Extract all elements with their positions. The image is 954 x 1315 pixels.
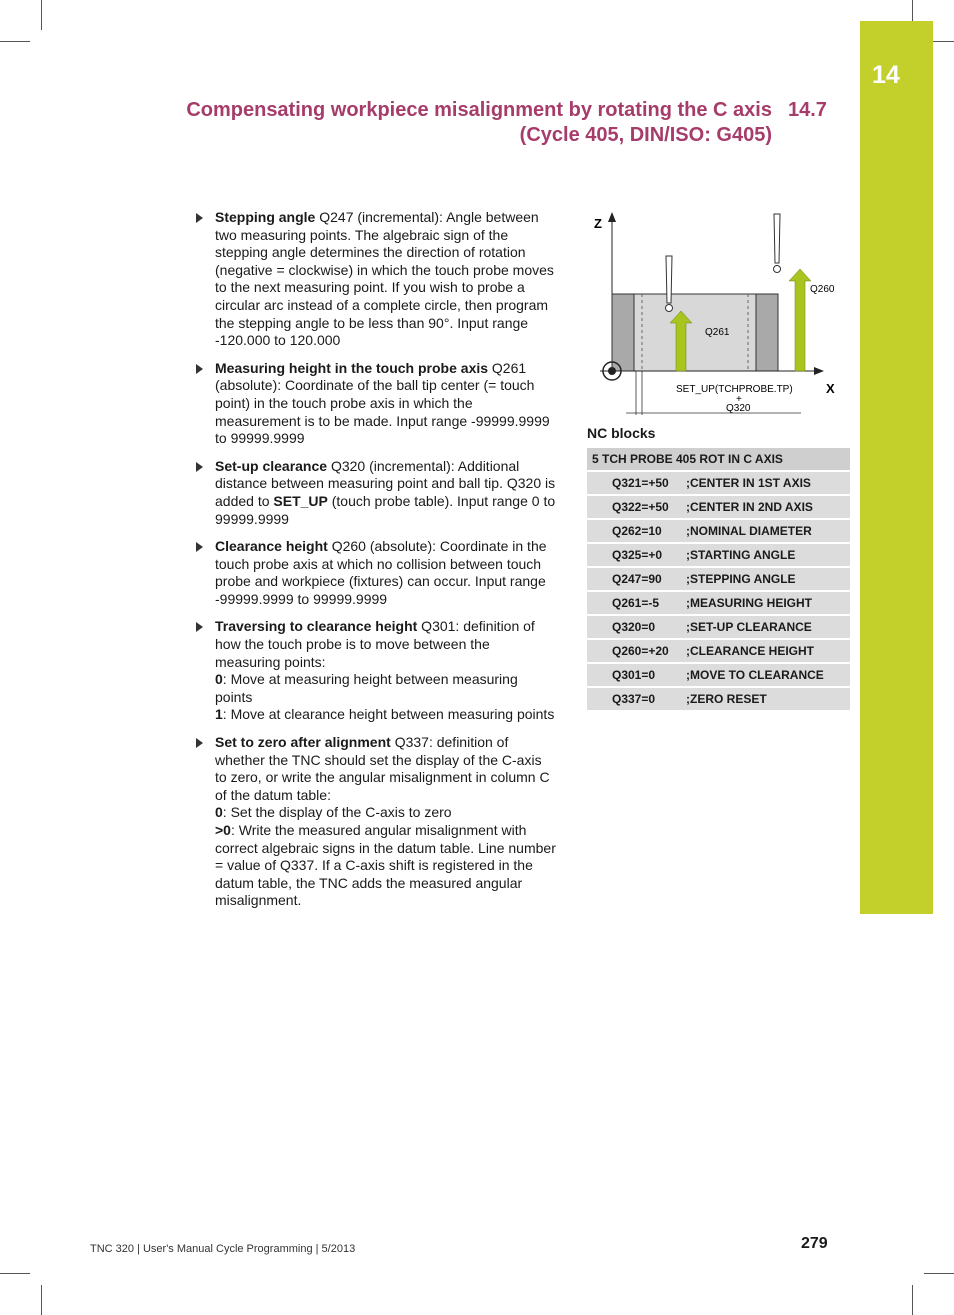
q260-arrow-icon [789,269,811,371]
param-name: Measuring height in the touch probe axis [215,359,489,376]
bullet-arrow-icon [196,462,203,472]
param-clearance-height [194,538,556,608]
nc-comment: ;STARTING ANGLE [686,548,796,562]
workpiece [612,294,778,371]
param-name: Stepping angle [215,209,316,225]
nc-blocks-label: NC blocks [587,425,656,441]
table-row [587,568,850,592]
touch-probe-stylus [774,214,780,263]
nc-comment: ;MOVE TO CLEARANCE [686,668,824,682]
workpiece-right-face [756,294,778,371]
nc-comment: ;SET-UP CLEARANCE [686,620,812,634]
nc-code: Q247=90 [612,572,662,586]
param-desc: Q261 (absolute): Coordinate of the ball tip center (= touch point) in the touch probe axis in which the measurement is to be made. Input range -99999.9999 to 99999.9999 [215,359,550,447]
param-desc: Q247 (incremental): Angle between two measuring points. The algebraic sign of the stepping angle determines the direction of rotation (negative = clockwise) in which the touch probe moves to the next measuring point. If you wish to probe a circular arc instead of a complete circle, then program the stepping angle to be less than 90°. Input range -120.000 to 120.000 [215,209,554,349]
nc-comment: ;CENTER IN 1ST AXIS [686,476,811,490]
x-axis-arrow-icon [814,367,824,375]
table-row [587,592,850,616]
crop-mark [0,41,30,42]
nc-comment: ;NOMINAL DIAMETER [686,524,812,538]
crop-mark [912,1285,913,1315]
option-desc: : Move at clearance height between measuring points [222,706,555,723]
touch-probe-stylus [666,256,672,303]
header-title-line2: (Cycle 405, DIN/ISO: G405) [519,124,772,146]
x-axis-label: X [826,381,835,396]
option-desc: : Write the measured angular misalignment with correct algebraic signs in the datum table. Line number = value of Q337. If a C-axis shift is registered in the datum table, the TNC adds the measured angular misalignment. [215,822,556,909]
nc-code: Q322=+50 [612,500,669,514]
nc-code: Q320=0 [612,620,656,634]
nc-code: Q321=+50 [612,476,669,490]
nc-comment: ;STEPPING ANGLE [686,572,796,586]
nc-code: Q261=-5 [612,596,660,610]
option-key: 0 [215,671,223,688]
param-bold-term: SET_UP [273,492,328,509]
nc-table-head: 5 TCH PROBE 405 ROT IN C AXIS [587,448,850,472]
nc-comment: ;CLEARANCE HEIGHT [686,644,814,658]
table-row [587,664,850,688]
table-row [587,640,850,664]
page-number: 279 [801,1235,828,1252]
q320-label: Q320 [726,403,751,414]
touch-probe-tip [774,266,781,273]
param-name: Set-up clearance [215,457,328,474]
crop-mark [41,1285,42,1315]
table-row [587,616,850,640]
parameter-list [194,209,556,920]
crop-mark [924,1273,954,1274]
datum-center-icon [608,367,616,375]
table-row [587,472,850,496]
chapter-tab [860,21,933,914]
nc-code: Q337=0 [612,692,656,706]
param-set-to-zero [194,734,556,910]
nc-code: Q325=+0 [612,548,663,562]
footer-text: TNC 320 | User's Manual Cycle Programming | 5/2013 [90,1243,356,1255]
nc-blocks-table [587,448,850,712]
cycle-diagram [586,208,848,420]
param-traversing [194,618,556,724]
nc-comment: ;CENTER IN 2ND AXIS [686,500,813,514]
touch-probe-tip [666,305,673,312]
table-row [587,688,850,712]
param-measuring-height [194,360,556,448]
param-name: Clearance height [215,538,328,555]
param-setup-clearance [194,458,556,528]
page-header-title [140,98,772,148]
crop-mark [0,1273,30,1274]
nc-code: Q260=+20 [612,644,669,658]
nc-comment: ;ZERO RESET [686,692,767,706]
q261-label: Q261 [705,327,730,338]
table-row [587,544,850,568]
bullet-arrow-icon [196,364,203,374]
option-desc: : Move at measuring height between measuring points [215,671,518,705]
table-row [587,496,850,520]
option-desc: : Set the display of the C-axis to zero [222,804,452,821]
nc-comment: ;MEASURING HEIGHT [686,596,812,610]
crop-mark [41,0,42,30]
header-title-line1: Compensating workpiece misalignment by rotating the C axis [186,99,772,121]
param-desc: Q320 (incremental): Additional distance between measuring point and ball tip. Q320 is added to [215,457,556,509]
param-desc: (touch probe table). Input range 0 to 99999.9999 [215,492,556,527]
z-axis-label: Z [594,216,602,231]
q260-label: Q260 [810,284,835,295]
option-key: 0 [215,804,223,821]
bullet-arrow-icon [196,542,203,552]
option-key: >0 [215,822,231,838]
z-axis-arrow-icon [608,212,616,222]
option-key: 1 [215,706,223,723]
bullet-arrow-icon [196,738,203,748]
param-name: Traversing to clearance height [215,618,418,635]
bullet-arrow-icon [196,622,203,632]
plus-label: + [736,394,742,405]
nc-code: Q262=10 [612,524,662,538]
header-section-number: 14.7 [788,99,827,121]
workpiece-left-face [612,294,634,371]
chapter-number: 14 [872,61,900,89]
table-row [587,520,850,544]
param-desc: Q301: definition of how the touch probe is to move between the measuring points: [215,618,535,670]
nc-code: Q301=0 [612,668,656,682]
param-desc: Q337: definition of whether the TNC should set the display of the C-axis to zero, or write the angular misalignment in column C of the datum table: [215,734,550,803]
param-name: Set to zero after alignment [215,734,391,751]
setup-label: SET_UP(TCHPROBE.TP) [676,384,793,395]
param-stepping-angle [194,209,556,350]
param-desc: Q260 (absolute): Coordinate in the touch probe axis at which no collision between touch probe and workpiece (fixtures) can occur. Input range -99999.9999 to 99999.9999 [215,538,547,607]
bullet-arrow-icon [196,213,203,223]
